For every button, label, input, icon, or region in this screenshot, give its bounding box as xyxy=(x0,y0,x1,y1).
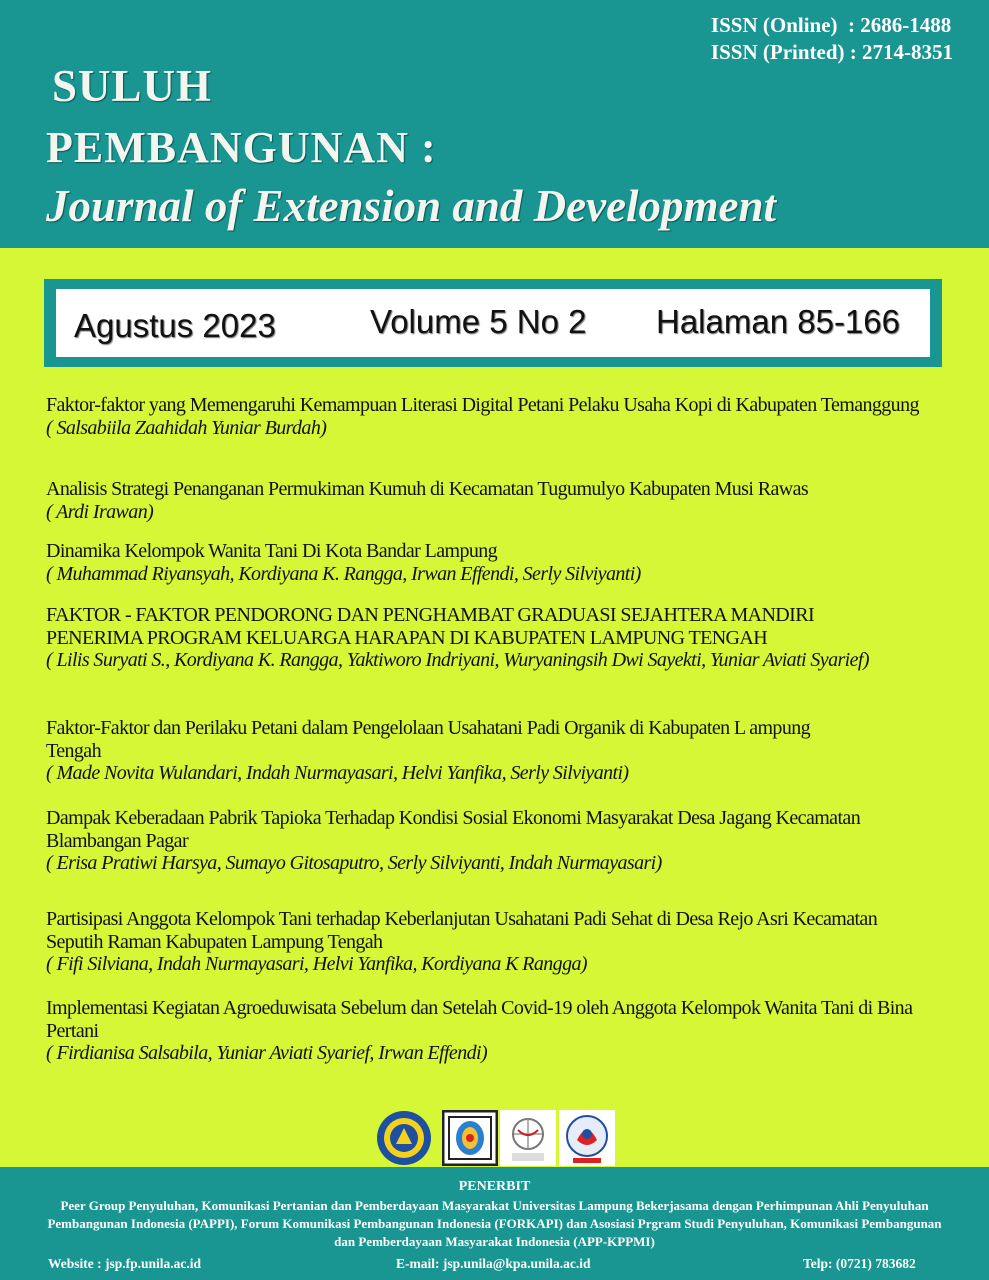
article-authors: ( Ardi Irawan) xyxy=(46,500,154,523)
article-authors: ( Made Novita Wulandari, Indah Nurmayasari, Helvi Yanfika, Serly Silviyanti) xyxy=(46,762,629,784)
article-title: Dampak Keberadaan Pabrik Tapioka Terhadap Kondisi Sosial Ekonomi Masyarakat Desa Jagang Kecamatan Blambangan Pagar xyxy=(46,807,861,852)
phone-text: Telp: (0721) 783682 xyxy=(803,1256,916,1271)
article-authors: ( Fifi Silviana, Indah Nurmayasari, Helvi Yanfika, Kordiyana K Rangga) xyxy=(46,953,587,975)
article-entry xyxy=(46,604,951,672)
website-text[interactable]: Website : jsp.fp.unila.ac.id xyxy=(48,1256,202,1271)
publisher-text: Peer Group Penyuluhan, Komunikasi Pertanian dan Pemberdayaan Masyarakat Universitas Lampung Bekerjasama dengan Perhimpunan Ahli Penyuluhan Pembangunan Indonesia (PAPPI), Forum Komunikasi Pembangunan Indonesia (FORKAPI) dan Asosiasi Prgram Studi Penyuluhan, Komunikasi Pembangunan dan Pemberdayaan Masyarakat Indonesia (APP-KPPMI) xyxy=(47,1198,942,1249)
issue-volume: Volume 5 No 2 xyxy=(370,303,587,340)
article-entry xyxy=(46,908,951,976)
cover-header xyxy=(0,0,989,248)
forkapi-emblem-icon xyxy=(500,1110,556,1166)
email-text[interactable]: E-mail: jsp.unila@kpa.unila.ac.id xyxy=(396,1256,591,1271)
article-title: Dinamika Kelompok Wanita Tani Di Kota Bandar Lampung xyxy=(46,540,498,562)
journal-subtitle: Journal of Extension and Development xyxy=(46,181,777,231)
pappi-emblem-icon xyxy=(442,1110,498,1166)
article-authors: ( Salsabiila Zaahidah Yuniar Burdah) xyxy=(46,416,327,439)
article-entry xyxy=(46,717,951,785)
penerbit-label: PENERBIT xyxy=(458,1179,531,1194)
publisher-footer xyxy=(0,1167,989,1280)
article-entry xyxy=(46,478,951,523)
app-kppmi-emblem-icon xyxy=(559,1110,615,1166)
article-authors: ( Erisa Pratiwi Harsya, Sumayo Gitosaputro, Serly Silviyanti, Indah Nurmayasari) xyxy=(46,852,662,874)
article-entry xyxy=(46,997,951,1065)
issue-box xyxy=(56,289,930,357)
article-title: Faktor-faktor yang Memengaruhi Kemampuan Literasi Digital Petani Pelaku Usaha Kopi di Kabupaten Temanggung xyxy=(46,394,919,416)
article-authors: ( Firdianisa Salsabila, Yuniar Aviati Syarief, Irwan Effendi) xyxy=(46,1042,488,1064)
journal-title-line2: PEMBANGUNAN : xyxy=(46,123,437,172)
issn-online: ISSN (Online) : 2686-1488 xyxy=(710,13,952,37)
article-entry xyxy=(46,807,951,875)
issue-pages: Halaman 85-166 xyxy=(656,303,900,340)
article-entry xyxy=(46,540,951,585)
journal-title-line1: SULUH xyxy=(52,61,213,111)
issn-block xyxy=(711,12,953,66)
article-authors: ( Lilis Suryati S., Kordiyana K. Rangga, Yaktiworo Indriyani, Wuryaningsih Dwi Sayekti, Yuniar Aviati Syarief) xyxy=(46,649,869,671)
article-title: FAKTOR - FAKTOR PENDORONG DAN PENGHAMBAT GRADUASI SEJAHTERA MANDIRI PENERIMA PROGRAM KELUARGA HARAPAN DI KABUPATEN LAMPUNG TENGAH xyxy=(46,604,815,649)
university-seal-icon xyxy=(376,1110,432,1166)
issn-printed: ISSN (Printed) : 2714-8351 xyxy=(710,40,953,64)
article-title: Faktor-Faktor dan Perilaku Petani dalam Pengelolaan Usahatani Padi Organik di Kabupaten L ampung Tengah xyxy=(46,717,811,762)
article-authors: ( Muhammad Riyansyah, Kordiyana K. Rangga, Irwan Effendi, Serly Silviyanti) xyxy=(46,562,641,585)
article-title: Implementasi Kegiatan Agroeduwisata Sebelum dan Setelah Covid-19 oleh Anggota Kelompok Wanita Tani di Bina Pertani xyxy=(46,997,913,1042)
article-entry xyxy=(46,394,951,439)
issue-banner xyxy=(44,279,942,367)
article-title: Analisis Strategi Penanganan Permukiman Kumuh di Kecamatan Tugumulyo Kabupaten Musi Rawas xyxy=(46,478,809,500)
article-title: Partisipasi Anggota Kelompok Tani terhadap Keberlanjutan Usahatani Padi Sehat di Desa Rejo Asri Kecamatan Seputih Raman Kabupaten Lampung Tengah xyxy=(46,908,878,953)
issue-date: Agustus 2023 xyxy=(74,307,276,344)
